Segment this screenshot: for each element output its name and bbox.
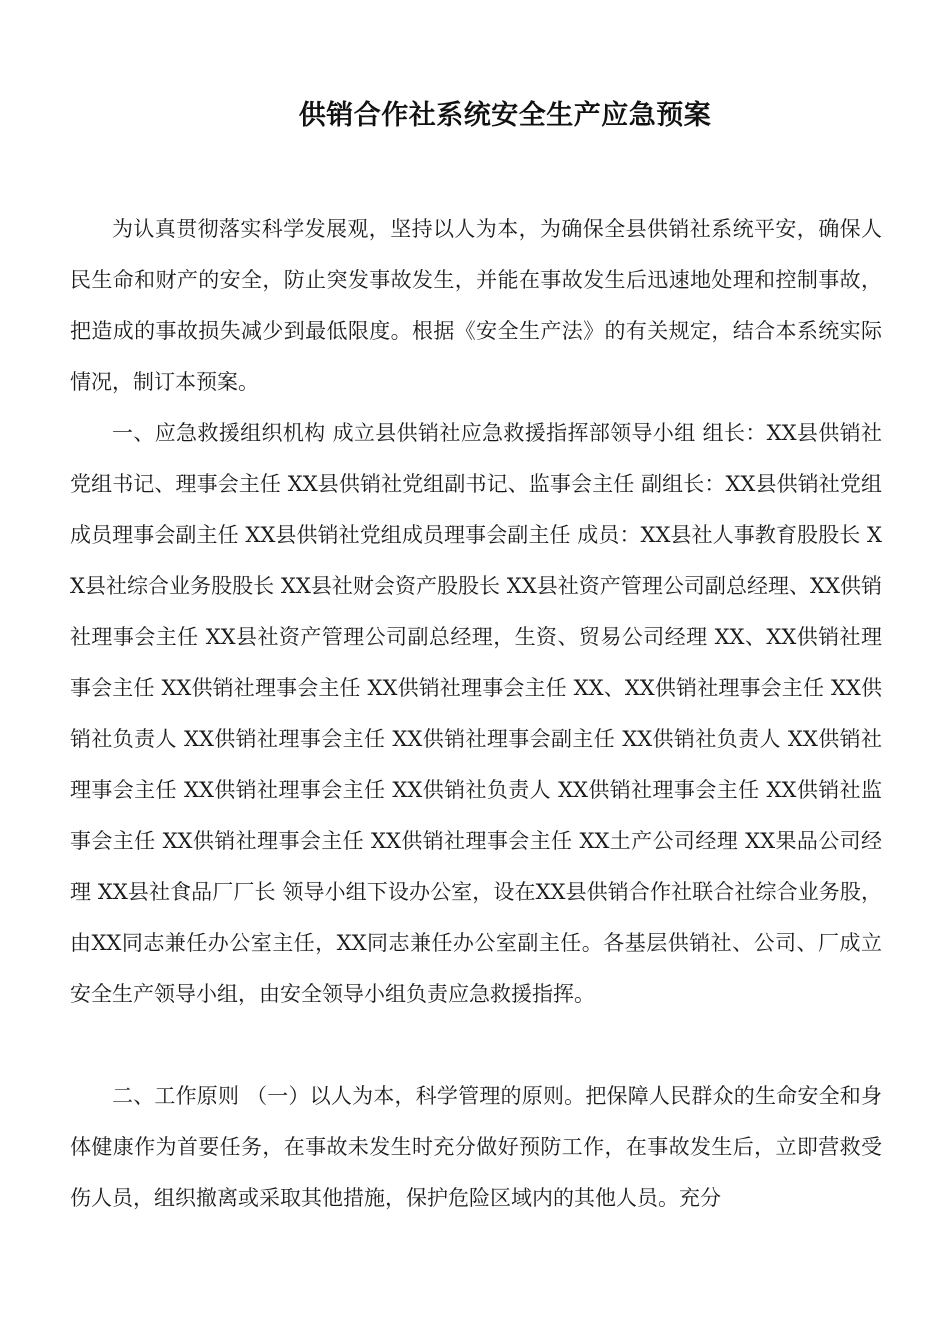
paragraph-principles: 二、工作原则 （一）以人为本，科学管理的原则。把保障人民群众的生命安全和身体健康作为首要任务，在事故未发生时充分做好预防工作，在事故发生后，立即营救受伤人员，组织撤离或采取其他措施，保护危险区域内的其他人员。充分 bbox=[70, 1084, 882, 1210]
paragraph-organization: 一、应急救援组织机构 成立县供销社应急救援指挥部领导小组 组长：XX县供销社党组书记、理事会主任 XX县供销社党组副书记、监事会主任 副组长：XX县供销社党组成员理事会副主任 XX县供销社党组成员理事会副主任 成员：XX县社人事教育股股长 XX县社综合业务股股长 XX县社财会资产股股长 XX县社资产管理公司副总经理、XX供销社理事会主任 XX县社资产管理公司副总经理，生资、贸易公司经理 XX、XX供销社理事会主任 XX供销社理事会主任 XX供销社理事会主任 XX、XX供销社理事会主任 XX供销社负责人 XX供销社理事会主任 XX供销社理事会副主任 XX供销社负责人 XX供销社理事会主任 XX供销社理事会主任 XX供销社负责人 XX供销社理事会主任 XX供销社监事会主任 XX供销社理事会主任 XX供销社理事会主任 XX土产公司经理 XX果品公司经理 XX县社食品厂厂长 领导小组下设办公室，设在XX县供销合作社联合社综合业务股，由XX同志兼任办公室主任，XX同志兼任办公室副主任。各基层供销社、公司、厂成立安全生产领导小组，由安全领导小组负责应急救援指挥。 bbox=[70, 421, 882, 1006]
paragraph-intro: 为认真贯彻落实科学发展观，坚持以人为本，为确保全县供销社系统平安，确保人民生命和财产的安全，防止突发事故发生，并能在事故发生后迅速地处理和控制事故，把造成的事故损失减少到最低限度。根据《安全生产法》的有关规定，结合本系统实际情况，制订本预案。 bbox=[70, 217, 882, 394]
document-title: 供销合作社系统安全生产应急预案 bbox=[298, 100, 712, 131]
